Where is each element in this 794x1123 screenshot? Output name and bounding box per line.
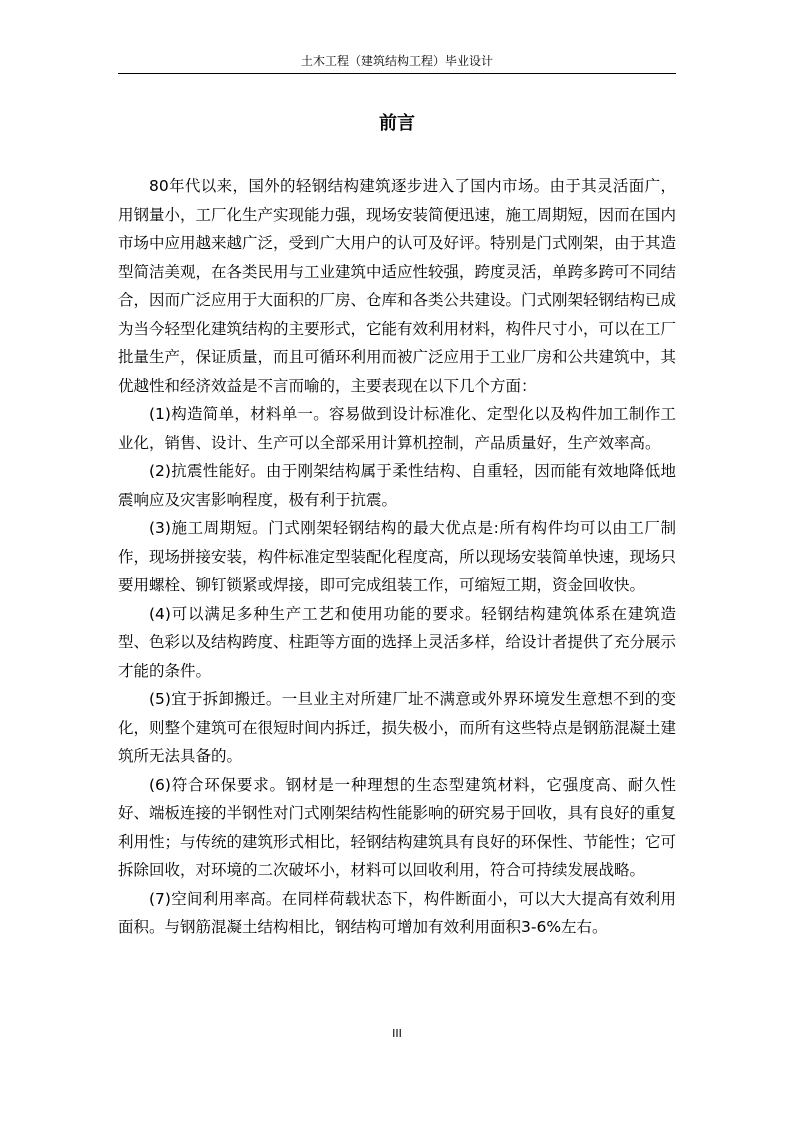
list-item-environment: (6)符合环保要求。钢材是一种理想的生态型建筑材料，它强度高、耐久性好、端板连接的半钢性对门式刚架结构性能影响的研究易于回收，具有良好的重复利用性；与传统的建筑形式相比，轻钢结构建筑具有良好的环保性、节能性；它可拆除回收，对环境的二次破坏小，材料可以回收利用，符合可持续发展战略。 — [118, 775, 677, 879]
body-text — [118, 172, 676, 942]
intro-paragraph: 80年代以来，国外的轻钢结构建筑逐步进入了国内市场。由于其灵活面广，用钢量小，工厂化生产实现能力强，现场安装简便迅速，施工周期短，因而在国内市场中应用越来越广泛，受到广大用户的认可及好评。特别是门式刚架，由于其造型简洁美观，在各类民用与工业建筑中适应性较强，跨度灵活，单跨多跨可不同结合，因而广泛应用于大面积的厂房、仓库和各类公共建设。门式刚架轻钢结构已成为当今轻型化建筑结构的主要形式，它能有效利用材料，构件尺寸小，可以在工厂批量生产，保证质量，而且可循环利用而被广泛应用于工业厂房和公共建筑中，其优越性和经济效益是不言而喻的，主要表现在以下几个方面： — [118, 177, 677, 395]
list-item-construction: (1)构造简单，材料单一。容易做到设计标准化、定型化以及构件加工制作工业化，销售、设计、生产可以全部采用计算机控制，产品质量好，生产效率高。 — [118, 405, 676, 452]
page-title: 前言 — [379, 113, 415, 134]
page-number: III — [392, 1027, 402, 1040]
list-item-schedule: (3)施工周期短。门式刚架轻钢结构的最大优点是:所有构件均可以由工厂制作，现场拼接安装，构件标准定型装配化程度高，所以现场安装简单快速，现场只要用螺栓、铆钉锁紧或焊接，即可完成组装工作，可缩短工期，资金回收快。 — [118, 519, 677, 594]
header-divider — [118, 73, 676, 74]
list-item-seismic: (2)抗震性能好。由于刚架结构属于柔性结构、自重轻，因而能有效地降低地震响应及灾害影响程度，极有利于抗震。 — [118, 462, 676, 509]
list-item-relocation: (5)宜于拆卸搬迁。一旦业主对所建厂址不满意或外界环境发生意想不到的变化，则整个建筑可在很短时间内拆迁，损失极小，而所有这些特点是钢筋混凝土建筑所无法具备的。 — [118, 690, 677, 765]
list-item-flexibility: (4)可以满足多种生产工艺和使用功能的要求。轻钢结构建筑体系在建筑造型、色彩以及结构跨度、柱距等方面的选择上灵活多样，给设计者提供了充分展示才能的条件。 — [118, 604, 677, 680]
running-header: 土木工程（建筑结构工程）毕业设计 — [300, 54, 493, 68]
list-item-space: (7)空间利用率高。在同样荷载状态下，构件断面小，可以大大提高有效利用面积。与钢筋混凝土结构相比，钢结构可增加有效利用面积3-6%左右。 — [118, 889, 676, 936]
